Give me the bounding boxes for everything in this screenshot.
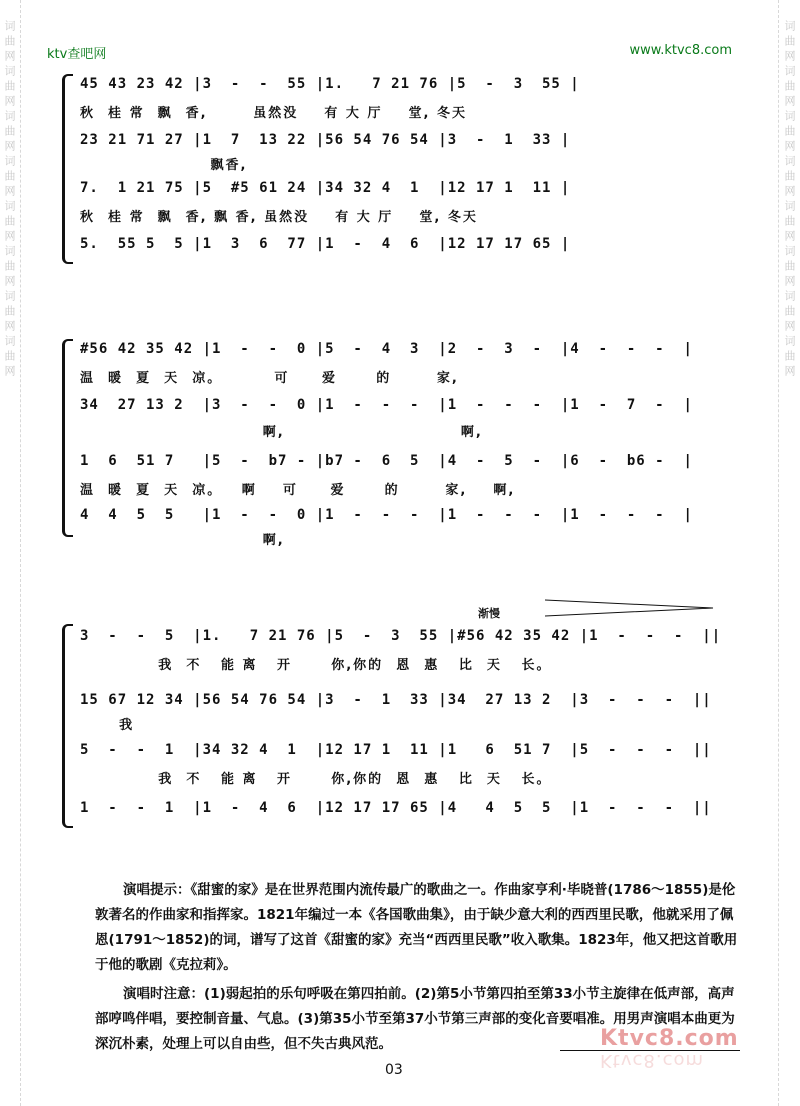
left-dashed-border [20,0,21,1106]
notes-line: 45 43 23 42 |3 - - 55 |1. 7 21 76 |5 - 3 55 | [80,76,580,92]
lyrics-line: 温 暖 夏 天 凉。 啊 可 爱 的 家, 啊, [80,483,516,498]
score-system-3 [62,620,752,835]
lyrics-line: 飘香, [80,158,248,173]
lyrics-line: 啊, [80,533,285,548]
right-dashed-border [778,0,779,1106]
side-watermark-right: 词曲网词曲网词曲网词曲网词曲网词曲网词曲网词曲网 [783,20,796,380]
notes-line: 23 21 71 27 |1 7 13 22 |56 54 76 54 |3 - 1 33 | [80,132,571,148]
system-brace [62,624,73,828]
system-brace [62,339,73,537]
notes-line: 15 67 12 34 |56 54 76 54 |3 - 1 33 |34 27 13 2 |3 - - - || [80,692,712,708]
lyrics-line: 啊, 啊, [80,425,483,440]
notes-line: 1 - - 1 |1 - 4 6 |12 17 17 65 |4 4 5 5 |1 - - - || [80,800,712,816]
score-system-2 [62,335,752,548]
notes-paragraph-2: 演唱时注意：(1)弱起拍的乐句呼吸在第四拍前。(2)第5小节第四拍至第33小节主旋律在低声部，高声部哼鸣伴唱，要控制音量、气息。(3)第35小节至第37小节第三声部的变化音要唱准。用男声演唱本曲更为深沉朴素，处理上可以自由些，但不失古典风范。 [95,986,735,1052]
notes-line: #56 42 35 42 |1 - - 0 |5 - 4 3 |2 - 3 - |4 - - - | [80,341,693,357]
lyrics-line: 我 [80,718,135,733]
watermark-logo: Ktvc8.com [600,1026,739,1051]
tempo-mark: 渐慢 [478,607,500,620]
lyrics-line: 我 不 能 离 开 你,你的 恩 惠 比 天 长。 [80,658,552,673]
notes-line: 5. 55 5 5 |1 3 6 77 |1 - 4 6 |12 17 17 65 | [80,236,571,252]
footer-rule [560,1050,740,1051]
notes-line: 5 - - 1 |34 32 4 1 |12 17 1 11 |1 6 51 7 |5 - - - || [80,742,712,758]
side-watermark-left: 词曲网词曲网词曲网词曲网词曲网词曲网词曲网词曲网 [3,20,16,380]
lyrics-line: 秋 桂 常 飘 香, 飘 香, 虽然没 有 大 厅 堂, 冬天 [80,210,478,225]
notes-line: 1 6 51 7 |5 - b7 - |b7 - 6 5 |4 - 5 - |6 - b6 - | [80,453,693,469]
site-url[interactable]: www.ktvc8.com [629,43,732,58]
score-system-1 [62,70,752,270]
notes-line: 7. 1 21 75 |5 #5 61 24 |34 32 4 1 |12 17 1 11 | [80,180,571,196]
notes-line: 34 27 13 2 |3 - - 0 |1 - - - |1 - - - |1 - 7 - | [80,397,693,413]
notes-paragraph-1: 演唱提示：《甜蜜的家》是在世界范围内流传最广的歌曲之一。作曲家亨利·毕晓普(1786～1855)是伦敦著名的作曲家和指挥家。1821年编过一本《各国歌曲集》，由于缺少意大利的西西里民歌，他就采用了佩恩(1791～1852)的词，谱写了这首《甜蜜的家》充当“西西里民歌”收入歌集。1823年，他又把这首歌用于他的歌剧《克拉莉》。 [95,882,738,973]
lyrics-line: 秋 桂 常 飘 香, 虽然没 有 大 厅 堂, 冬天 [80,106,468,121]
notes-line: 3 - - 5 |1. 7 21 76 |5 - 3 55 |#56 42 35 42 |1 - - - || [80,628,722,644]
watermark-reflection: Ktvc8.com [600,1050,705,1071]
lyrics-line: 温 暖 夏 天 凉。 可 爱 的 家, [80,371,459,386]
page-number: 03 [385,1062,403,1078]
decrescendo-hairpin [545,598,715,618]
notes-line: 4 4 5 5 |1 - - 0 |1 - - - |1 - - - |1 - - - | [80,507,693,523]
site-brand: ktv查吧网 [47,47,107,62]
lyrics-line: 我 不 能 离 开 你,你的 恩 惠 比 天 长。 [80,772,552,787]
system-brace [62,74,73,264]
